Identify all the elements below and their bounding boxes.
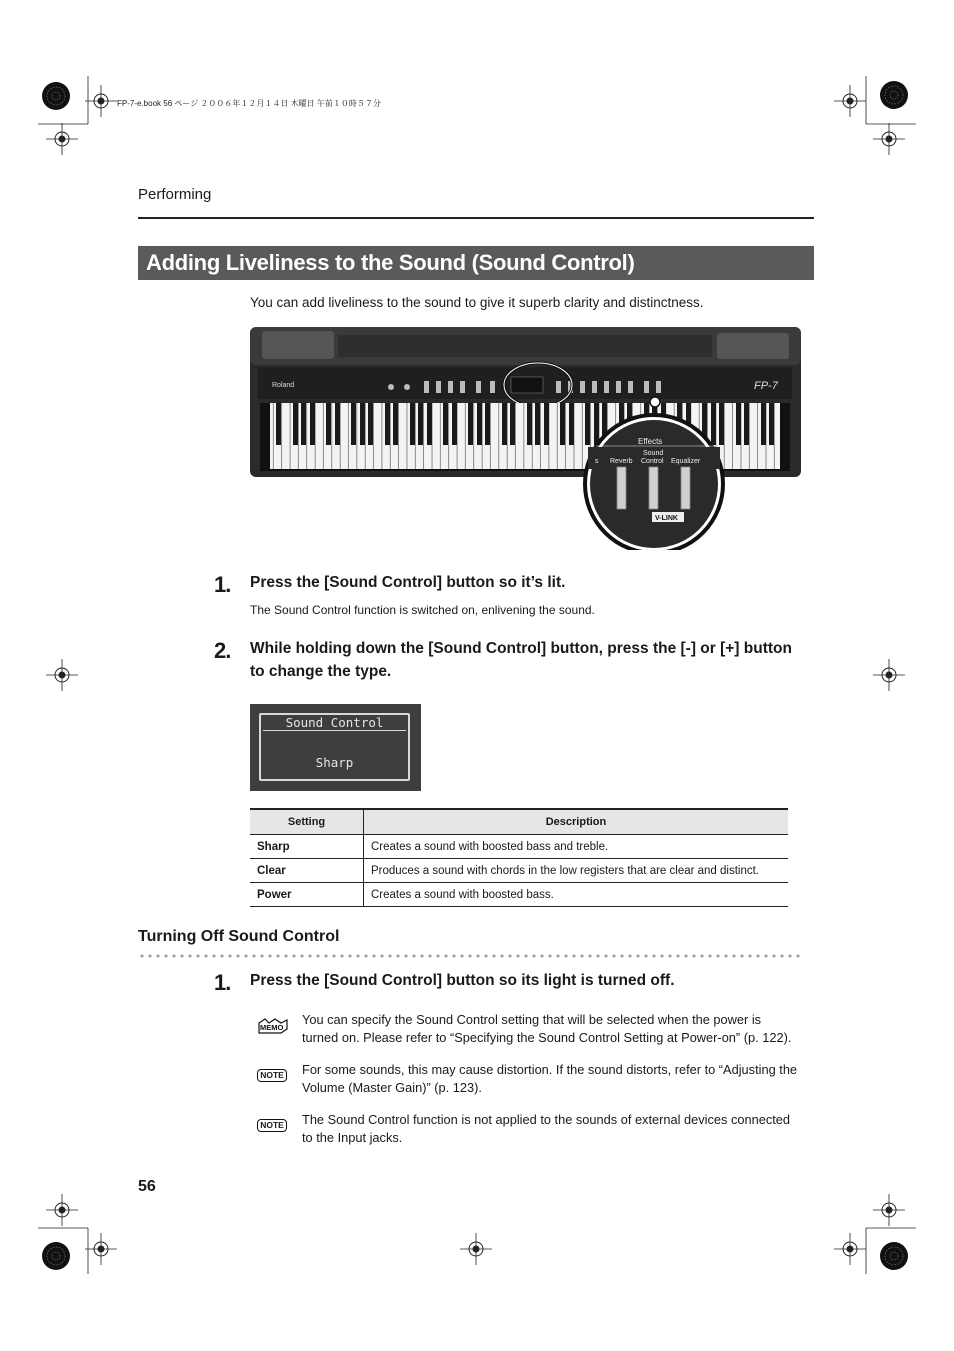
note-line: The Sound Control function is not applied to the sounds of external devices connected (302, 1112, 791, 1127)
sound-control-button (649, 467, 658, 509)
brand-label: Roland (272, 382, 295, 389)
setting-name: Sharp (250, 835, 364, 859)
step-text-line2: to change the type. (250, 663, 392, 680)
step-number: 1. (214, 572, 231, 597)
intro-text: You can add liveliness to the sound to give it superb clarity and distinctness. (250, 295, 704, 310)
lcd-value: Sharp (315, 755, 354, 770)
memo-line: turned on. Please refer to “Specifying the Sound Control Setting at Power-on” (p. 122). (302, 1030, 792, 1045)
section-title: Adding Liveliness to the Sound (Sound Control) (138, 246, 814, 280)
memo-icon (255, 1017, 291, 1035)
setting-description: Produces a sound with chords in the low registers that are clear and distinct. (364, 859, 789, 883)
note-line: For some sounds, this may cause distortion. If the sound distorts, refer to “Adjusting the (302, 1062, 798, 1077)
table-row (250, 859, 788, 883)
lcd-display (250, 704, 421, 791)
memo-text (302, 1011, 802, 1047)
lcd-title: Sound Control (285, 715, 384, 730)
piano-illustration (248, 325, 804, 550)
reverb-button (617, 467, 626, 509)
step-text-line1: While holding down the [Sound Control] button, press the [-] or [+] button (250, 640, 792, 657)
table-row (250, 883, 788, 907)
page-number: 56 (138, 1178, 156, 1195)
note-text (302, 1061, 802, 1097)
table-header-description: Description (364, 809, 789, 835)
effects-group-label: Effects (638, 437, 663, 446)
note-line: to the Input jacks. (302, 1130, 403, 1145)
step-text: Press the [Sound Control] button so it’s lit. (250, 574, 566, 591)
settings-table (250, 808, 788, 907)
crop-header: FP-7-e.book 56 ページ ２００６年１２月１４日 木曜日 午前１０時５７分 (117, 99, 381, 108)
reverb-label: Reverb (610, 458, 633, 465)
table-header-setting: Setting (250, 809, 364, 835)
setting-name: Power (250, 883, 364, 907)
partial-label: s (595, 458, 599, 465)
step-number: 2. (214, 638, 231, 663)
note-icon: NOTE (257, 1119, 287, 1132)
note-icon: NOTE (257, 1069, 287, 1082)
step-number: 1. (214, 970, 231, 995)
table-row (250, 835, 788, 859)
equalizer-button (681, 467, 690, 509)
equalizer-label: Equalizer (671, 458, 701, 465)
note-text (302, 1111, 802, 1147)
dotted-rule (138, 954, 804, 958)
setting-description: Creates a sound with boosted bass. (364, 883, 789, 907)
memo-line: You can specify the Sound Control setting that will be selected when the power is (302, 1012, 762, 1027)
subsection-title: Turning Off Sound Control (138, 928, 340, 945)
setting-name: Clear (250, 859, 364, 883)
model-label: FP-7 (754, 380, 778, 392)
sound-label: Sound (643, 450, 664, 457)
step-subtext: The Sound Control function is switched on, enlivening the sound. (250, 603, 595, 617)
vlink-badge: V-LINK (655, 515, 678, 522)
step-text: Press the [Sound Control] button so its light is turned off. (250, 972, 675, 989)
running-header: Performing (138, 186, 212, 203)
header-rule (138, 217, 814, 219)
note-line: Volume (Master Gain)” (p. 123). (302, 1080, 482, 1095)
control-label: Control (641, 458, 664, 465)
setting-description: Creates a sound with boosted bass and treble. (364, 835, 789, 859)
memo-badge-label: MEMO (260, 1023, 284, 1032)
